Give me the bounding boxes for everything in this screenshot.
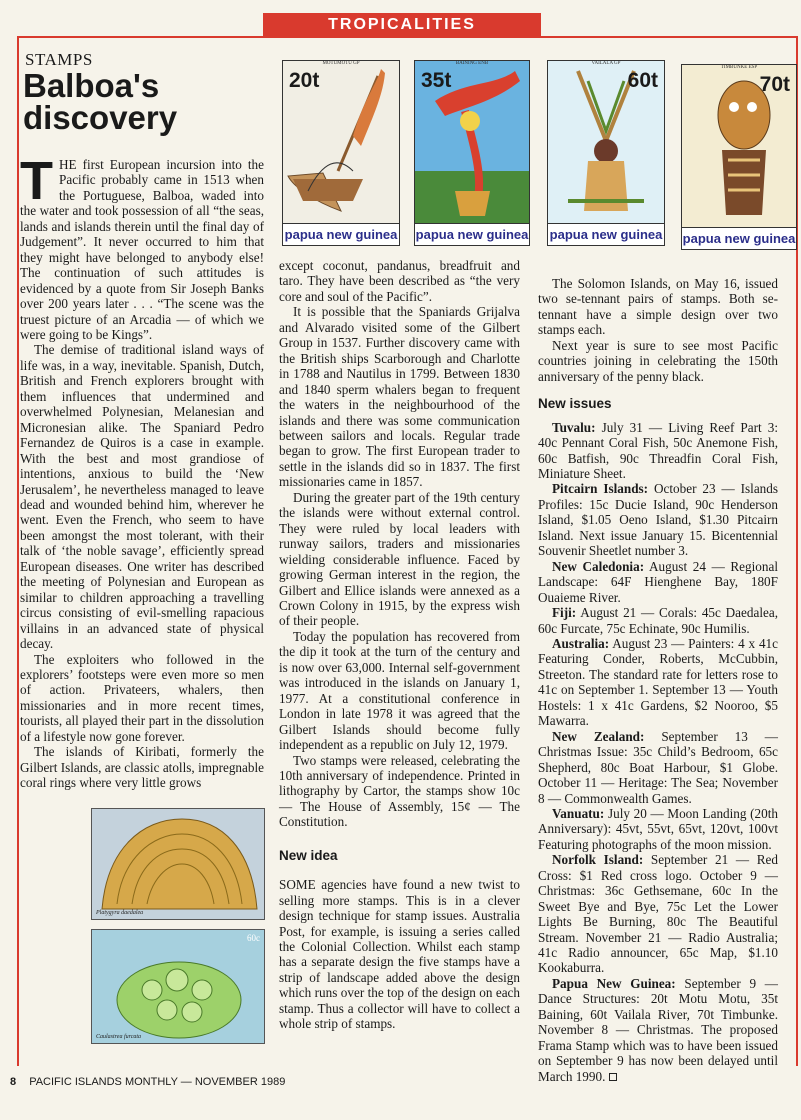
paragraph: SOME agencies have found a new twist to selling more stamps. This is in a clever design technique for stamp issues. Australia Post, for example, is issuing a series called the Colonial Collection. Whilst each stamp has a separate design the five stamps have a strip of landscape added above the design which runs over the top of the design on each stamp. Thus a collector will have to collect a whole strip of stamps. bbox=[279, 877, 520, 1032]
article-column-2 bbox=[279, 258, 520, 1032]
issue-country: Fiji: bbox=[552, 605, 577, 621]
issue-country: New Zealand: bbox=[552, 728, 645, 744]
coral-stamp-platygyra bbox=[91, 808, 265, 920]
subheading-new-issues: New issues bbox=[538, 396, 612, 412]
issue-text: August 23 — Painters: 4 x 41c Featuring Conder, Roberts, McCubbin, Streeton. The standard rate for letters rose to 41c on September 1. September 13 — Youth Hostels: 1 x 41c Gardens, $2 Nooroo, $5 Mawarra. bbox=[538, 635, 778, 729]
page-number: 8 bbox=[10, 1076, 17, 1088]
paragraph: It is possible that the Spaniards Grijalva and Alvarado visited some of the Gilbert Group in 1537. Further discovery came with the British ships Scarborough and Charlotte in 1788 and Nautilus in 1799. Between 1830 and 1840 sperm whalers began to frequent the waters in the neighbourhood of the islands and there was some communication between sailors and locals. Regular trade began to grow. The first European trader to settle in the islands did so in 1837. The first missionaries came in 1857. bbox=[279, 304, 520, 490]
issue-item bbox=[538, 420, 778, 482]
paragraph: HE first European incursion into the Pacific probably came in 1513 when the Portuguese, Balboa, waded into the water and took possession of all “the seas, lands and islands therein until the final day of Judgement”. It never occurred to him that they might have belonged to anybody else! The continuation of such attitudes is evidenced by a quote from Sir Joseph Banks over 200 years later . . . “The scene was the truest picture of an Arcadia — of which we were going to be Kings”. bbox=[20, 157, 264, 342]
issue-text: September 9 — Dance Structures: 20t Motu Motu, 35t Baining, 60t Vailala River, 70t Timbunke. November 8 — Christmas. The proposed Frama Stamp which was to have been issued on September 9 has now been delayed until March 1990. bbox=[538, 975, 778, 1084]
coral-illustration bbox=[92, 930, 265, 1044]
photo-caption: Caulastrea furcata bbox=[96, 1034, 142, 1040]
issue-country: Tuvalu: bbox=[552, 419, 596, 435]
issue-country: Pitcairn Islands: bbox=[552, 481, 649, 497]
stamp-timbunke bbox=[681, 64, 797, 250]
stamp-country: papua new guinea bbox=[283, 223, 399, 245]
paragraph: The islands of Kiribati, formerly the Gilbert Islands, are classic atolls, impregnable coral rings where very little grows bbox=[20, 744, 264, 791]
stamp-caption: TIMBUNKE ESP bbox=[720, 65, 758, 70]
issue-item bbox=[538, 729, 778, 806]
paragraph: The Solomon Islands, on May 16, issued two se-tennant pairs of stamps. Both se-tennant have a simple design over two stamps each. bbox=[538, 276, 778, 338]
stamp-country: papua new guinea bbox=[415, 223, 529, 245]
paragraph: The exploiters who followed in the explorers’ footsteps were even more so men of action. Privateers, whalers, then missionaries and in more recent times, tourists, all played their part in the dissolution of a lifestyle now gone forever. bbox=[20, 651, 264, 744]
headline: Balboa's discovery bbox=[23, 67, 178, 136]
stamp-value: 20t bbox=[289, 69, 320, 92]
stamp-country: papua new guinea bbox=[548, 223, 664, 245]
paragraph: During the greater part of the 19th century the islands were without external control. They were ruled by local leaders with runway sailors, traders and missionaries wielding considerable influence. Faced by growing German interest in the region, the Gilbert and Ellice islands were annexed as a Crown Colony in 1915, by the express wish of their people. bbox=[279, 489, 520, 629]
issue-text: September 13 — Christmas Issue: 35c Child’s Bedroom, 65c Shepherd, 80c Boat Harbour, $1 Globe. October 11 — Heritage: The Sea; November 8 — Commonwealth Games. bbox=[538, 728, 778, 806]
issue-item bbox=[538, 852, 778, 976]
stamp-vailala-river bbox=[547, 60, 665, 246]
issue-item bbox=[538, 806, 778, 852]
issue-item bbox=[538, 976, 778, 1084]
coral-stamp-caulastrea bbox=[91, 929, 265, 1044]
stamp-caption: VAILALA GP bbox=[591, 61, 621, 66]
article-column-3 bbox=[538, 276, 778, 1084]
stamp-motu-motu bbox=[282, 60, 400, 246]
issue-text: August 21 — Corals: 45c Daedalea, 60c Furcate, 75c Echinate, 90c Humilis. bbox=[538, 605, 778, 636]
drop-cap: T bbox=[20, 151, 53, 211]
stamp-value: 35t bbox=[421, 69, 452, 92]
issue-country: Norfolk Island: bbox=[552, 852, 644, 868]
paragraph: except coconut, pandanus, breadfruit and taro. They have been described as “the very core and soul of the Pacific”. bbox=[279, 258, 520, 304]
stamp-value: 60c bbox=[247, 933, 260, 943]
issue-text: October 23 — Islands Profiles: 15c Ducie Island, 90c Henderson Island, $1.05 Oeno Island, $1.30 Pitcairn Island. Next issue January 15. Bicentennial Souvenir Sheetlet number 3. bbox=[538, 481, 778, 559]
page-footer bbox=[10, 1076, 285, 1088]
article-column-1 bbox=[20, 151, 264, 791]
stamp-country: papua new guinea bbox=[682, 227, 796, 249]
issue-country: Papua New Guinea: bbox=[552, 975, 676, 991]
issue-country: Vanuatu: bbox=[552, 805, 605, 821]
footer-text: PACIFIC ISLANDS MONTHLY — NOVEMBER 1989 bbox=[29, 1076, 286, 1088]
issue-text: July 20 — Moon Landing (20th Anniversary): 45vt, 55vt, 65vt, 120vt, 100vt Featuring photographs of the moon mission. bbox=[538, 805, 778, 852]
stamp-value: 60t bbox=[627, 69, 658, 92]
issue-country: Australia: bbox=[552, 635, 610, 651]
issue-item bbox=[538, 636, 778, 729]
paragraph: Next year is sure to see most Pacific countries joining in celebrating the 150th anniversary of the penny black. bbox=[538, 337, 778, 384]
issue-text: July 31 — Living Reef Part 3: 40c Pennant Coral Fish, 50c Anemone Fish, 60c Batfish, 90c Threadfin Coral Fish, Miniature Sheet. bbox=[538, 419, 778, 481]
issue-country: New Caledonia: bbox=[552, 558, 645, 574]
subheading-new-idea: New idea bbox=[279, 847, 338, 863]
paragraph: Two stamps were released, celebrating the 10th anniversary of independence. Printed in lithography by Cartor, the stamps show 10c — The House of Assembly, 15¢ — The Constitution. bbox=[279, 752, 520, 830]
photo-caption: Platygyra daedalea bbox=[96, 910, 144, 916]
section-label: STAMPS bbox=[25, 50, 93, 69]
issue-item bbox=[538, 559, 778, 605]
stamp-value: 70t bbox=[759, 73, 790, 96]
stamp-baining bbox=[414, 60, 530, 246]
end-mark-icon bbox=[609, 1073, 617, 1081]
issue-item bbox=[538, 481, 778, 558]
paragraph: The demise of traditional island ways of life was, in a way, inevitable. Spanish, Dutch, British and French explorers brought with them influences that undermined and overwhelmed Polynesian, Melanesian and Micronesian alike. The Spaniard Pedro Fernandez de Quiros is a case in example. With the best and most grandiose of intentions, anxious to build the ‘New Jerusalem’, he nevertheless managed to leave dead and wounded behind him, wherever he went. Even the French, who seem to have been amongst the most tolerant, with their talk of ‘the noble savage’, efficiently spread European diseases. One writer has described the meeting of Polynesian and European as similar to children approaching a travelling circus consisting of evil-smelling rapacious villains in an advanced state of physical decay. bbox=[20, 342, 264, 652]
issue-text: August 24 — Regional Landscape: 64F Hienghene Bay, 180F Ouaieme River. bbox=[538, 558, 779, 605]
issue-item bbox=[538, 605, 778, 636]
issue-text: September 21 — Red Cross: $1 Red cross logo. October 9 — Christmas: 36c Gethsemane, 60c In the Sweet Bye and Bye, 75c Let the Lower Lights Be Burning, 80c The Beautiful Stream. November 21 — Radio Australia; 41c Radio announcer, 65c Map, $1.10 Kookaburra. bbox=[538, 852, 778, 976]
paragraph: Today the population has recovered from the dip it took at the turn of the century and is now over 63,000. Internal self-government was introduced in the islands on January 1, 1977. At a constitutional conference in London in late 1978 it was agreed that the Gilbert Islands should become fully independent as a republic on July 12, 1979. bbox=[279, 628, 520, 753]
stamp-caption: BAINING ENB bbox=[455, 61, 489, 66]
stamp-caption: MOTUMOTU GP bbox=[322, 61, 360, 66]
section-banner: TROPICALITIES bbox=[263, 13, 541, 37]
coral-illustration bbox=[92, 809, 265, 920]
